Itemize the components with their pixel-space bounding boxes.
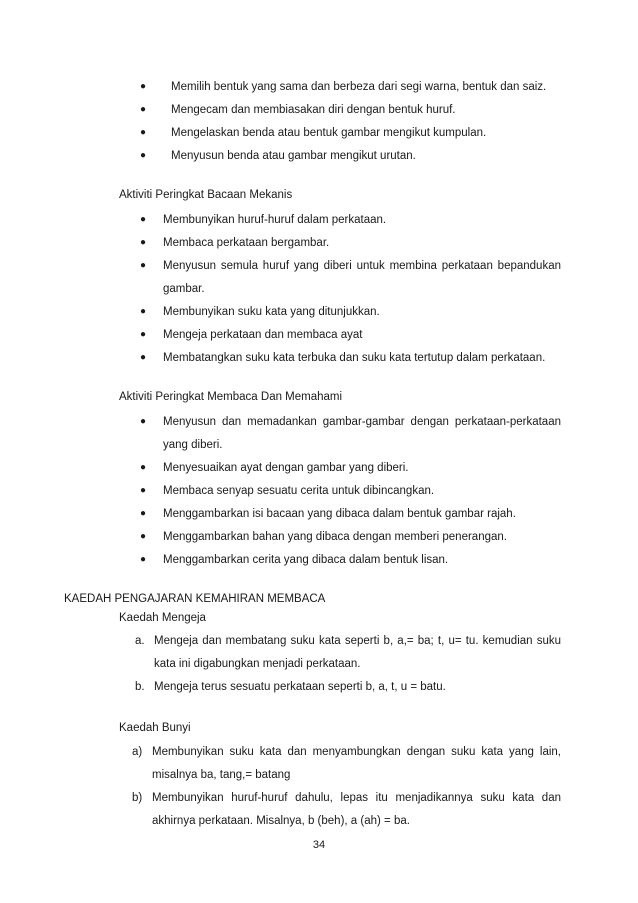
list-item: Menyusun semula huruf yang diberi untuk membina perkataan bepandukan: [163, 260, 561, 272]
bullet-icon: ●: [139, 329, 147, 340]
list-item: Membunyikan huruf-huruf dalam perkataan.: [163, 214, 387, 226]
list-marker: b): [132, 792, 143, 804]
list-item-continuation: yang diberi.: [163, 439, 223, 451]
list-item: Membaca senyap sesuatu cerita untuk dibincangkan.: [163, 485, 435, 497]
bullet-icon: ●: [139, 554, 147, 565]
list-item: Mengeja dan membatang suku kata seperti b, a,= ba; t, u= tu. kemudian suku: [154, 635, 561, 647]
list-item: Membunyikan huruf-huruf dahulu, lepas itu menjadikannya suku kata dan: [152, 792, 561, 804]
list-item: Memilih bentuk yang sama dan berbeza dari segi warna, bentuk dan saiz.: [171, 81, 547, 93]
list-item: Menggambarkan isi bacaan yang dibaca dalam bentuk gambar rajah.: [163, 508, 516, 520]
subheading-kaedah-mengeja: Kaedah Mengeja: [119, 612, 206, 624]
list-item: Membaca perkataan bergambar.: [163, 237, 330, 249]
list-marker: b.: [135, 681, 145, 693]
bullet-icon: ●: [139, 81, 147, 92]
section-heading-mekanis: Aktiviti Peringkat Bacaan Mekanis: [119, 189, 293, 201]
list-marker: a.: [135, 635, 145, 647]
list-item: Menyusun dan memadankan gambar-gambar dengan perkataan-perkataan: [163, 416, 561, 428]
list-item: Menyesuaikan ayat dengan gambar yang diberi.: [163, 462, 409, 474]
section-heading-memahami: Aktiviti Peringkat Membaca Dan Memahami: [119, 391, 343, 403]
bullet-icon: ●: [139, 104, 147, 115]
list-item-continuation: misalnya ba, tang,= batang: [152, 769, 291, 781]
section-title-kaedah: KAEDAH PENGAJARAN KEMAHIRAN MEMBACA: [64, 593, 326, 605]
bullet-icon: ●: [139, 485, 147, 496]
list-marker: a): [132, 746, 143, 758]
page-number: 34: [312, 839, 326, 851]
list-item: Membunyikan suku kata dan menyambungkan dengan suku kata yang lain,: [152, 746, 561, 758]
list-item: Mengelaskan benda atau bentuk gambar mengikut kumpulan.: [171, 127, 487, 139]
list-item: Membunyikan suku kata yang ditunjukkan.: [163, 306, 380, 318]
bullet-icon: ●: [139, 150, 147, 161]
list-item-continuation: akhirnya perkataan. Misalnya, b (beh), a (ah) = ba.: [152, 815, 410, 827]
list-item-continuation: gambar.: [163, 283, 205, 295]
list-item: Menyusun benda atau gambar mengikut urutan.: [171, 150, 416, 162]
bullet-icon: ●: [139, 531, 147, 542]
list-item: Menggambarkan bahan yang dibaca dengan memberi penerangan.: [163, 531, 507, 543]
bullet-icon: ●: [139, 260, 147, 271]
list-item: Mengeja terus sesuatu perkataan seperti b, a, t, u = batu.: [154, 681, 446, 693]
list-item: Mengecam dan membiasakan diri dengan bentuk huruf.: [171, 104, 456, 116]
bullet-icon: ●: [139, 352, 147, 363]
bullet-icon: ●: [139, 416, 147, 427]
subheading-kaedah-bunyi: Kaedah Bunyi: [119, 722, 191, 734]
list-item: Mengeja perkataan dan membaca ayat: [163, 329, 363, 341]
bullet-icon: ●: [139, 127, 147, 138]
bullet-icon: ●: [139, 306, 147, 317]
bullet-icon: ●: [139, 508, 147, 519]
list-item: Membatangkan suku kata terbuka dan suku kata tertutup dalam perkataan.: [163, 352, 546, 364]
list-item: Menggambarkan cerita yang dibaca dalam bentuk lisan.: [163, 554, 449, 566]
bullet-icon: ●: [139, 462, 147, 473]
bullet-icon: ●: [139, 214, 147, 225]
list-item-continuation: kata ini digabungkan menjadi perkataan.: [154, 658, 361, 670]
bullet-icon: ●: [139, 237, 147, 248]
